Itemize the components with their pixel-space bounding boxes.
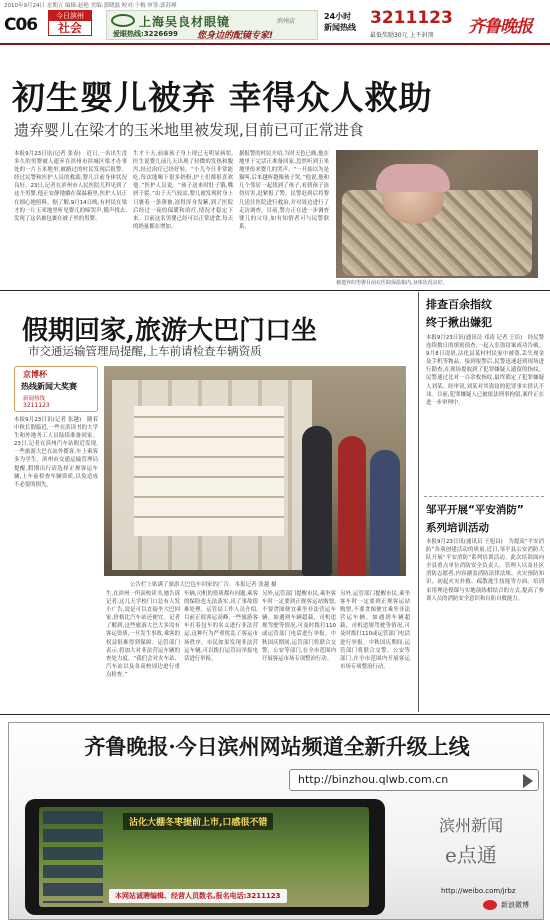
stamp-number: 3211123 — [23, 402, 50, 409]
story2-text-4: 另外,运管部门提醒市民,乘坐客车时一定要到正规客运站购票,不要贪图便宜乘坐非法营运车辆。如遇到车辆超载、司机违规驾驶等情况,可及时拨打110或运管部门电话进行举报。中秋国庆期间,运管部门将联合交警、公安等部门,在全市范围内开展客运市场专项整治行动。 — [262, 591, 336, 662]
side2-title-line1: 邹平开展“平安消防” — [426, 504, 524, 516]
stamp-subtitle: 热线新闻大奖赛 — [21, 382, 77, 391]
section-name: 社会 — [57, 21, 82, 35]
story2-text-5: 另外,运管部门提醒市民,乘坐客车时一定要到正规客运站购票,不要贪图便宜乘坐非法营运车辆。如遇到车辆超载、司机违规驾驶等情况,可及时拨打110或运管部门电话进行举报。中秋国庆期间,运管部门将联合交警、公安等部门,在全市范围内开展客运市场专项整治行动。 — [340, 591, 410, 670]
page-code: C06 — [4, 15, 38, 35]
tablet-device — [25, 799, 385, 915]
story2-photo-caption: 公告栏上贴满了旅游大巴包车回家的广告。本报记者 张越 摄 — [130, 582, 277, 588]
brand-line-1: 滨州新闻 — [439, 816, 504, 835]
story2-photo-bulletin — [104, 366, 406, 576]
story1-text-1: 本报9月23日讯(记者 张春) 近日,一名出生没多久的男婴被人遗弃在滨州市滨城区梁才办事处的一片玉米地里,被路过的村民发现后报警。经过民警和医护人员的救助,婴儿目前身体状况良好。23日,记者在滨州市人民医院儿科见到了这个男婴,他正安静地躺在保温箱里,医护人员正在细心地照料。据了解,9月14日晚,有村民在梁才的一片玉米地里听见婴儿的啼哭声,循声找去,发现了这名被包裹在被子里的男婴。 — [14, 151, 127, 222]
story1-photo-baby — [336, 150, 538, 278]
glasses-ad[interactable] — [106, 10, 318, 40]
brand-line-2: e点通 — [445, 843, 497, 867]
sidebar-divider — [424, 496, 544, 497]
story-abandoned-baby — [0, 48, 550, 288]
tablet-screen — [39, 807, 369, 907]
weibo-eye-icon — [483, 900, 497, 910]
hotline-label-bottom: 新闻热线 — [324, 23, 356, 32]
column-divider — [418, 292, 419, 712]
divider-1 — [0, 290, 550, 291]
photo-person-3 — [370, 450, 400, 576]
banner-url-bar[interactable] — [289, 769, 539, 791]
photo-person-1 — [302, 426, 332, 576]
glasses-ad-phone: 爱眼热线:3226699 — [113, 30, 178, 38]
glasses-ad-logo-icon — [111, 14, 135, 27]
arrow-right-icon — [523, 774, 533, 788]
page-header — [0, 0, 550, 44]
side1-title-line1: 排查百余指纹 — [426, 298, 492, 311]
sidebar-fire-safety-story — [422, 498, 546, 712]
story2-column-3 — [184, 590, 258, 706]
photo-person-2 — [338, 436, 366, 576]
stamp-label: 新闻热线 — [23, 396, 46, 402]
hotline-reward: 最低奖励30元 上不封顶 — [370, 32, 434, 39]
story2-column-5 — [340, 590, 410, 706]
story2-column-4 — [262, 590, 336, 706]
story2-headline: 假期回家,旅游大巴门口坐 — [22, 316, 318, 346]
side2-text: 本报9月23日讯(通讯员 王旭昌) 为提高“平安消防”各项创建活动的质量,近日,邹平县公安消防大队开展“平安消防”系列培训活动。此次培训面向全县重点单位消防安全负责人、管理人以及社区消防志愿者,内容涵盖消防法律法规、火灾预防知识、初起火灾扑救、疏散逃生技能等方面。培训采用理论授课与实地演练相结合的方式,提高了参训人员的消防安全意识和自防自救能力。 — [426, 539, 544, 602]
weibo-url[interactable]: http://weibo.com/jrbz — [441, 887, 516, 895]
story1-text-3: 据报警的村民介绍,当时天色已晚,他在地里干完活正准备回家,忽然听到玉米地里传来婴儿的哭声。“一开始以为是猫叫,后来越听越像孩子哭。”他说,他和几个邻居一起找到了孩子,看到孩子冻得厉害,赶紧报了警。民警赶到后将婴儿送往医院进行救治,并对周边进行了走访调查。目前,警方正在进一步调查婴儿的父母,如有知情者可与民警联系。 — [239, 151, 329, 230]
glasses-ad-branch: 滨州店 — [277, 18, 296, 25]
banner-url: http://binzhou.qlwb.com.cn — [298, 773, 449, 786]
story2-column-2 — [106, 590, 180, 706]
section-city: 今日滨州 — [49, 11, 91, 21]
side1-text: 本报9月23日讯(通讯员 邓涛 记者 王培) 经民警连续数日的缜密侦查,一起入室盗窃案成功告破。9月8日凌晨,沾化县某村村民家中被盗,丢失现金及手机等物品。接到报警后,民警迅速赶到现场进行勘查,在现场提取到了犯罪嫌疑人遗留的指纹。民警通过比对一百余枚指纹,最终锁定了犯罪嫌疑人刘某。经审讯,刘某对其盗窃的犯罪事实供认不讳。目前,犯罪嫌疑人已被依法刑事拘留,案件正在进一步审理中。 — [426, 335, 544, 406]
side1-body — [426, 334, 544, 484]
sidebar-fingerprint-story — [422, 292, 546, 492]
side2-body — [426, 538, 544, 708]
story2-column-1 — [14, 416, 98, 706]
story1-column-2 — [133, 150, 233, 284]
divider-2 — [0, 714, 550, 715]
story-holiday-bus — [0, 292, 415, 712]
banner-title: 齐鲁晚报·今日滨州网站频道全新升级上线 — [84, 734, 470, 759]
story2-text-1: 本报9月23日讯(记者 张越) 随着中秋长假临近,一些在滨读书的大学生和外地务工人员陆续准备回家。23日,记者在滨州汽车站附近发现,一些旅游大巴在站外揽客,车上乘客多为学生。滨州市交通运输管理局提醒,假期出行请选择正规客运车辆,上车前检查车辆资质,以免造成不必要的损失。 — [14, 417, 98, 488]
header-rule — [0, 43, 550, 45]
weibo-label: 新浪微博 — [501, 901, 529, 909]
story1-column-3 — [239, 150, 329, 284]
story1-headline: 初生婴儿被弃 幸得众人救助 — [12, 78, 433, 117]
side1-title-line2: 终于揪出嫌犯 — [426, 316, 492, 329]
story2-text-3: 车辆,司机的资质都有问题,乘客的保险也无法落实,出了事故很难处理。运管局工作人员介绍,目前正值客运高峰,一些旅游客车打着包车的名义进行非法营运,这种行为严重扰乱了客运市场秩序。市民如果发现非法营运车辆,可以拨打运管局举报电话进行举报。 — [184, 591, 258, 662]
section-badge — [48, 10, 92, 36]
story2-subhead: 市交通运输管理局提醒,上车前请检查车辆资质 — [28, 344, 262, 358]
hotline-number: 3211123 — [370, 8, 453, 28]
newspaper-logo: 齐鲁晚报 — [468, 17, 532, 37]
tablet-headline: 沾化大棚冬枣提前上市,口感很不错 — [123, 813, 273, 830]
photo-notice-sheets — [134, 406, 284, 536]
tablet-app-icons — [43, 811, 103, 903]
story1-text-2: 生才十天,前面孩子身上现已无明显病状,医生说婴儿前几天出现了轻微的发热和腹泻,经过治疗已经好转。“小儿今日非常能吃,每次能喝下很多奶粉,护士们都很喜欢他。”医护人员说。“孩子送来时肚子饿,嘴唇干裂。”由于天气较凉,婴儿被发现时身上只裹着一条薄被,冻得浑身发紫,到了医院后经过一夜的保暖和治疗,情况才稳定下来。目前这名男婴已经可以正常进食,每天的奶量都在增加。 — [133, 151, 233, 230]
story1-subhead: 遗弃婴儿在梁才的玉米地里被发现,目前已可正常进食 — [14, 121, 364, 139]
glasses-ad-brand: 上海吴良材眼镜 — [139, 15, 231, 29]
story2-text-2: 生,在滨州一所高校读书,她告诉记者,这几天学校门口总有人发小广告,说是可以直接坐大巴回家,价格比汽车站还便宜。记者了解到,这些旅游大巴大多没有客运资质,一旦发生事故,乘客的权益很难得到保障。运管部门表示,将加大对非法营运车辆的查处力度。“我们会对火车站、汽车站以及各高校周边进行重点检查。” — [106, 591, 180, 678]
website-banner[interactable] — [8, 722, 544, 920]
hotline-label-top: 24小时 — [324, 12, 352, 21]
hotline-contest-stamp — [14, 366, 98, 412]
tablet-footer: 本网站诚聘编辑、经营人员数名,报名电话:3211123 — [109, 889, 287, 903]
date-line: 2010年9月24日 星期五 编辑:赵艳 美编:郭晓磊 校对:于梅 审签:郭苏峰 — [4, 3, 177, 9]
stamp-title: 京博杯 — [23, 370, 47, 379]
story1-column-1 — [14, 150, 127, 284]
story1-photo-caption: 被遗弃的男婴目前在医院保温箱内,身体状况良好。 — [336, 280, 448, 286]
side2-title-line2: 系列培训活动 — [426, 522, 489, 534]
news-hotline — [322, 10, 452, 40]
photo-hat — [376, 164, 450, 192]
glasses-ad-slogan: 您身边的配镜专家! — [197, 31, 274, 41]
